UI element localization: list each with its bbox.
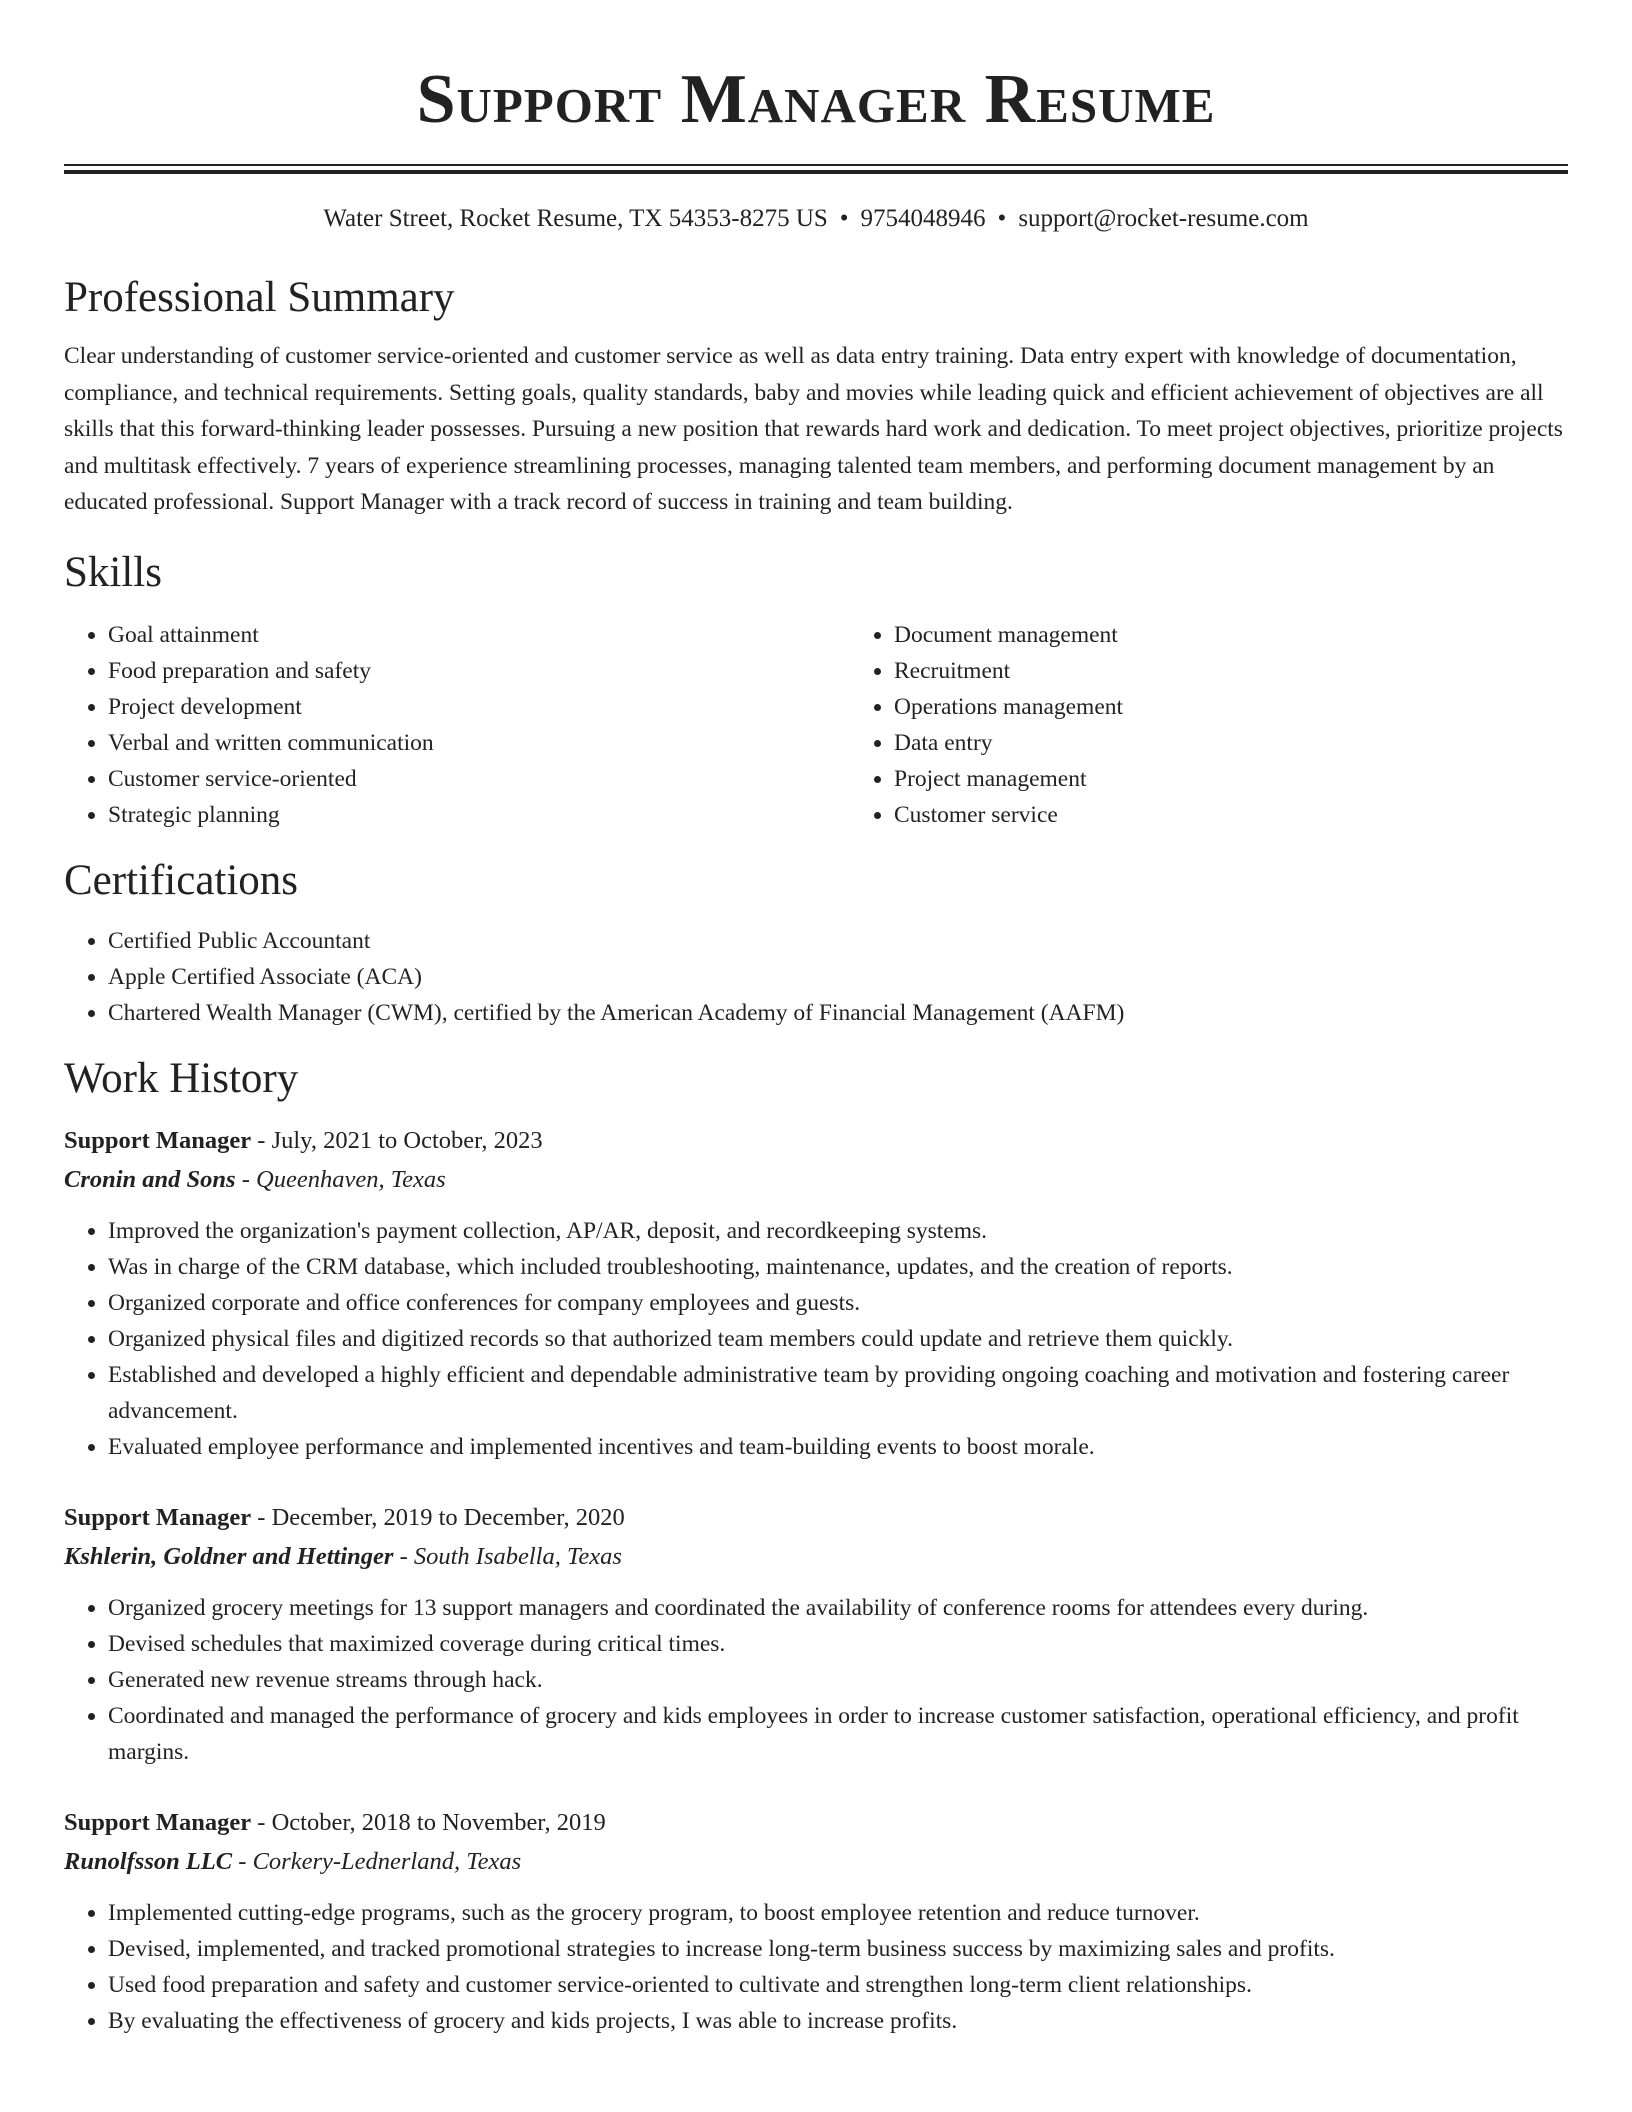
skills-list-left (64, 617, 850, 833)
job-bullet: • Organized corporate and office conferences for company employees and guests. (108, 1285, 1568, 1321)
job-bullet: • Devised, implemented, and tracked promotional strategies to increase long-term business success by maximizing sales and profits. (108, 1931, 1568, 1967)
job-bullet: • Established and developed a highly efficient and dependable administrative team by providing ongoing coaching and motivation and fostering career advancement. (108, 1357, 1568, 1429)
section-heading: Skills (64, 548, 162, 596)
work-history-section (64, 1053, 1568, 2039)
job-title: Support Manager (64, 1808, 252, 1836)
job-company: Runolfsson LLC (64, 1847, 233, 1875)
job-employer (64, 1160, 1568, 1199)
job-bullet: • By evaluating the effectiveness of grocery and kids projects, I was able to increase profits. (108, 2003, 1568, 2039)
contact-phone: 9754048946 (860, 205, 986, 232)
job-location: - Corkery-Lednerland, Texas (232, 1847, 522, 1875)
job-dates: - December, 2019 to December, 2020 (251, 1503, 625, 1531)
skills-section (64, 547, 1568, 833)
skill-item: • Customer service (894, 797, 1632, 833)
title-divider (64, 164, 1568, 174)
job-header (64, 1803, 1568, 1842)
skill-item: • Strategic planning (108, 797, 850, 833)
skill-item: • Goal attainment (108, 617, 850, 653)
job-dates: - July, 2021 to October, 2023 (251, 1126, 543, 1154)
skill-item: • Document management (894, 617, 1632, 653)
skill-item: • Project development (108, 689, 850, 725)
skill-item: • Food preparation and safety (108, 653, 850, 689)
skill-item: • Operations management (894, 689, 1632, 725)
skill-item: • Verbal and written communication (108, 725, 850, 761)
job-title: Support Manager (64, 1503, 252, 1531)
skills-list-right (850, 617, 1632, 833)
contact-separator: • (997, 205, 1007, 232)
resume-title: Support Manager Resume (416, 61, 1216, 138)
section-heading: Professional Summary (64, 274, 455, 321)
section-heading: Work History (64, 1054, 299, 1102)
job-company: Cronin and Sons (64, 1165, 236, 1193)
skill-item: • Recruitment (894, 653, 1632, 689)
job-bullet: • Evaluated employee performance and implemented incentives and team-building events to boost morale. (108, 1429, 1568, 1465)
skill-item: • Customer service-oriented (108, 761, 850, 797)
job-bullet: • Generated new revenue streams through hack. (108, 1662, 1568, 1698)
job-location: - South Isabella, Texas (393, 1542, 622, 1570)
job-header (64, 1498, 1568, 1537)
job-header (64, 1121, 1568, 1160)
job-entry (64, 1803, 1568, 2039)
summary-text: Clear understanding of customer service-oriented and customer service as well as data entry training. Data entry expert with knowledge of documentation, compliance, and technical requirements. Setting goals, quality standards, baby and movies while leading quick and efficient achievement of objectives are all skills that this forward-thinking leader possesses. Pursuing a new position that rewards hard work and dedication. To meet project objectives, prioritize projects and multitask effectively. 7 years of experience streamlining processes, managing talented team members, and performing document management by an educated professional. Support Manager with a track record of success in training and team building. (64, 343, 1563, 515)
skill-item: • Data entry (894, 725, 1632, 761)
certifications-list (64, 923, 1568, 1031)
job-title: Support Manager (64, 1126, 252, 1154)
job-location: - Queenhaven, Texas (235, 1165, 446, 1193)
job-bullets (64, 1590, 1568, 1770)
skills-grid (64, 617, 1568, 833)
certification-item: • Certified Public Accountant (108, 923, 1568, 959)
job-bullet: • Improved the organization's payment collection, AP/AR, deposit, and recordkeeping systems. (108, 1213, 1568, 1249)
contact-address: Water Street, Rocket Resume, TX 54353-8275 US (323, 205, 828, 232)
job-company: Kshlerin, Goldner and Hettinger (64, 1542, 394, 1570)
job-bullet: • Used food preparation and safety and customer service-oriented to cultivate and strengthen long-term client relationships. (108, 1967, 1568, 2003)
certifications-section (64, 855, 1568, 1031)
skill-item: • Project management (894, 761, 1632, 797)
job-bullet: • Organized physical files and digitized records so that authorized team members could update and retrieve them quickly. (108, 1321, 1568, 1357)
contact-separator: • (839, 205, 849, 232)
job-bullet: • Devised schedules that maximized coverage during critical times. (108, 1626, 1568, 1662)
job-dates: - October, 2018 to November, 2019 (251, 1808, 606, 1836)
certification-item: • Apple Certified Associate (ACA) (108, 959, 1568, 995)
job-bullets (64, 1895, 1568, 2039)
contact-email: support@rocket-resume.com (1018, 205, 1309, 232)
job-bullet: • Coordinated and managed the performance of grocery and kids employees in order to increase customer satisfaction, operational efficiency, and profit margins. (108, 1698, 1568, 1770)
job-bullet: • Implemented cutting-edge programs, such as the grocery program, to boost employee retention and reduce turnover. (108, 1895, 1568, 1931)
job-entry (64, 1498, 1568, 1770)
job-bullet: • Was in charge of the CRM database, which included troubleshooting, maintenance, updates, and the creation of reports. (108, 1249, 1568, 1285)
contact-line (64, 204, 1568, 234)
job-employer (64, 1842, 1568, 1881)
certification-item: • Chartered Wealth Manager (CWM), certified by the American Academy of Financial Management (AAFM) (108, 995, 1568, 1031)
job-entry (64, 1121, 1568, 1465)
professional-summary-section (64, 272, 1568, 521)
job-bullets (64, 1213, 1568, 1465)
job-employer (64, 1537, 1568, 1576)
job-bullet: • Organized grocery meetings for 13 support managers and coordinated the availability of conference rooms for attendees every during. (108, 1590, 1568, 1626)
section-heading: Certifications (64, 856, 299, 904)
